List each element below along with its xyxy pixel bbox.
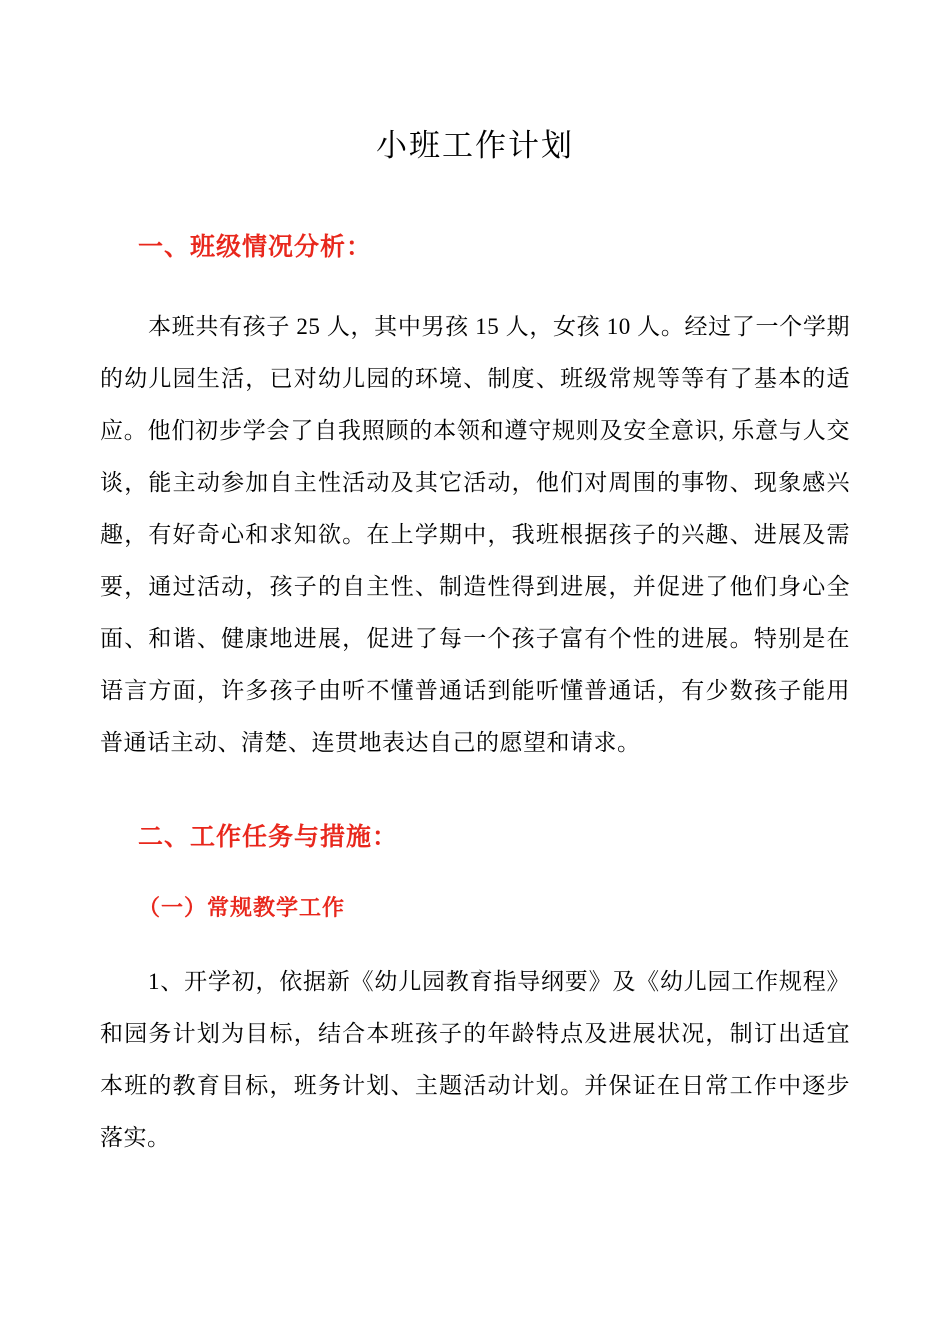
- page-title: 小班工作计划: [376, 128, 574, 163]
- paragraph-class-analysis: 本班共有孩子 25 人，其中男孩 15 人，女孩 10 人。经过了一个学期的幼儿园生活，已对幼儿园的环境、制度、班级常规等等有了基本的适应。他们初步学会了自我照顾的本领和遵守规则及安全意识, 乐意与人交谈，能主动参加自主性活动及其它活动，他们对周围的事物、现象感兴趣，有好奇心和求知欲。在上学期中，我班根据孩子的兴趣、进展及需要，通过活动，孩子的自主性、制造性得到进展，并促进了他们身心全面、和谐、健康地进展，促进了每一个孩子富有个性的进展。特别是在语言方面，许多孩子由听不懂普通话到能听懂普通话，有少数孩子能用普通话主动、清楚、连贯地表达自己的愿望和请求。: [100, 314, 850, 755]
- paragraph-routine-teaching-1: 1、开学初，依据新《幼儿园教育指导纲要》及《幼儿园工作规程》和园务计划为目标，结合本班孩子的年龄特点及进展状况，制订出适宜本班的教育目标，班务计划、主题活动计划。并保证在日常工作中逐步落实。: [100, 969, 850, 1150]
- subsection-heading-routine-teaching: （一）常规教学工作: [138, 895, 346, 920]
- section-spacer: [100, 809, 850, 817]
- section-heading-tasks-measures: 二、工作任务与措施：: [138, 824, 399, 851]
- section-heading-class-analysis: 一、班级情况分析：: [138, 234, 373, 261]
